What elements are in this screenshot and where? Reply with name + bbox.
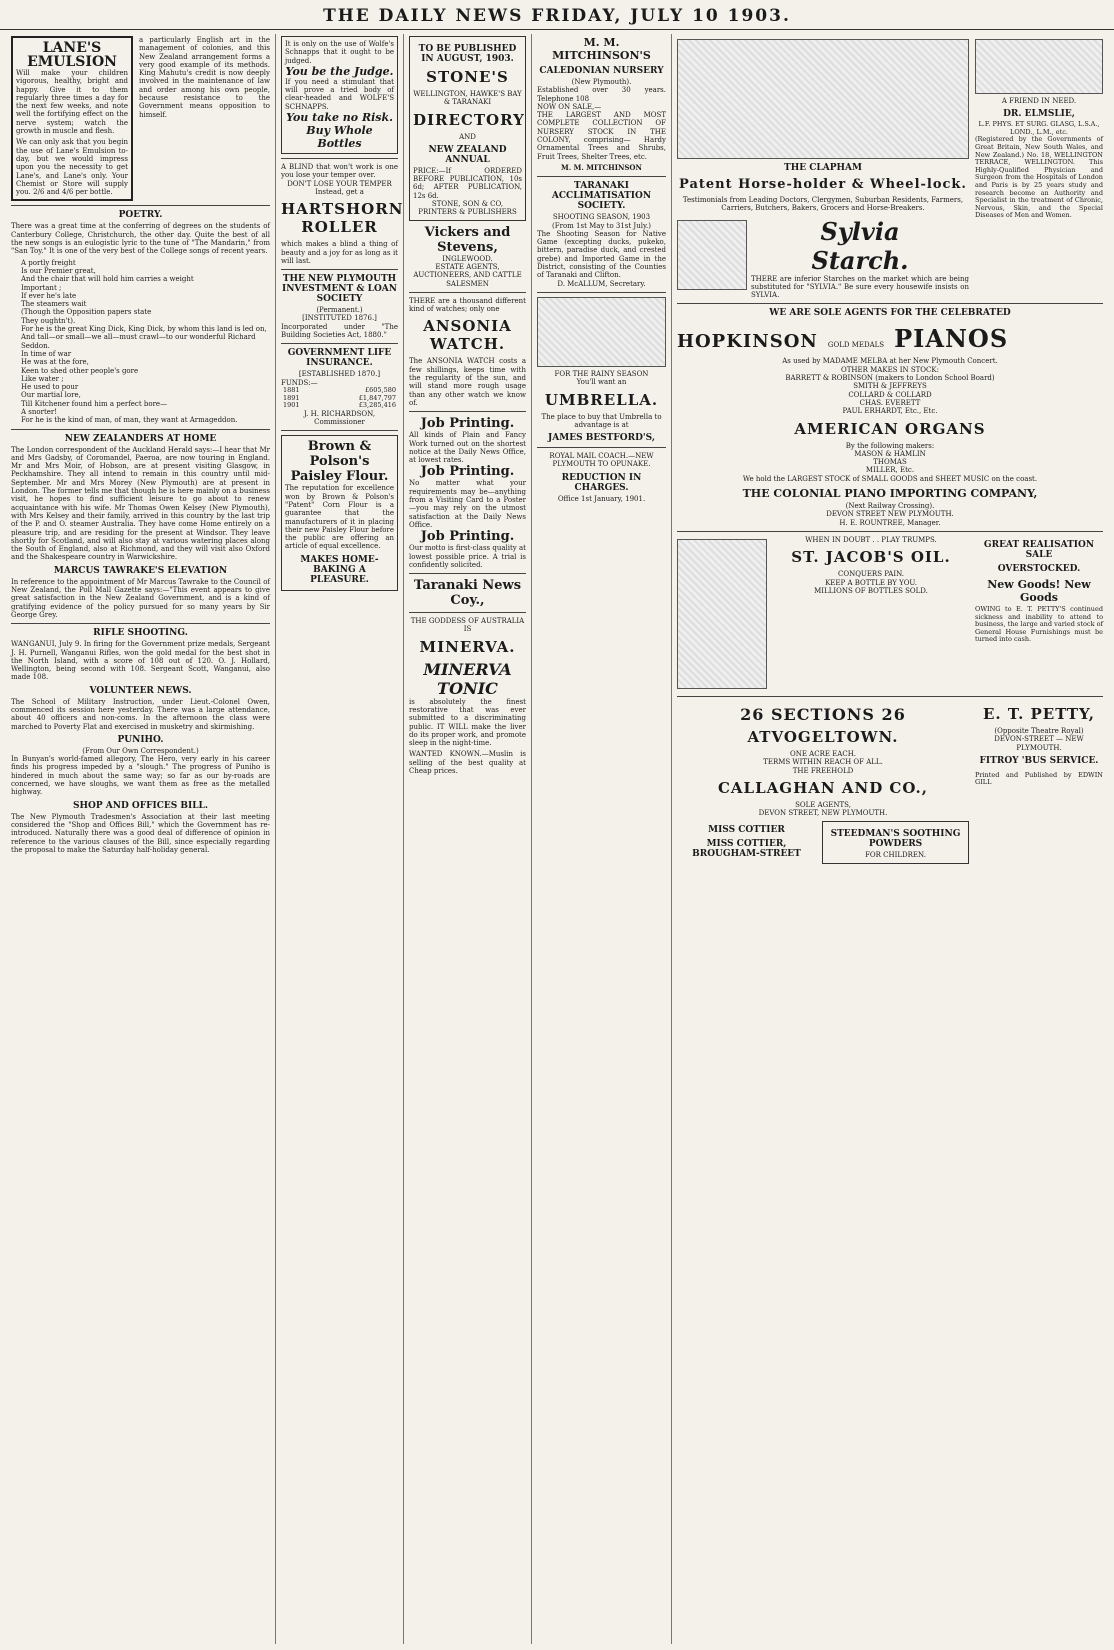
lanes-text: Will make your children vigorous, healthy, bright and happy. Give it to them regularly three times a day for the next few weeks, and note well the fortifying effect on the nerve system; watch the growth in muscle and flesh.	[16, 69, 128, 136]
stones-co: STONE, SON & CO, PRINTERS & PUBLISHERS	[418, 200, 517, 217]
maker-item: COLLARD & COLLARD	[848, 390, 932, 399]
wanted-text: WANTED KNOWN.—Muslin is selling of the best quality at Cheap prices.	[409, 750, 526, 776]
stones-sub: WELLINGTON, HAWKE'S BAY & TARANAKI	[413, 90, 522, 107]
ansonia-text: The ANSONIA WATCH costs a few shillings, keeps time with the regularity of the sun, and will stand more rough usage than any other watch we know of.	[409, 357, 526, 407]
gov-funds-label: FUNDS:—	[281, 378, 318, 387]
stones-dir: DIRECTORY	[413, 110, 525, 129]
stones-and: AND	[459, 132, 476, 141]
poem-line: In time of war	[21, 349, 72, 358]
blind-text: Instead, get a	[315, 187, 364, 196]
vickers-title: Vickers and Stevens,	[424, 224, 511, 255]
shop-text: The New Plymouth Tradesmen's Association at their last meeting considered the "Shop and Offices Bill," which the Government has re-introduced. Naturally there was a good deal of difference of opinion in reference to the various clauses of the Bill, since especially regarding the proposal to make the Saturday half-holiday general.	[11, 812, 270, 854]
printed-text: Printed and Published by EDWIN GILL	[975, 770, 1103, 787]
poem-line: The steamers wait	[21, 300, 87, 309]
sylvia-box-illustration	[677, 220, 747, 290]
accl-sub: SHOOTING SEASON, 1903	[552, 213, 651, 222]
clapham-heading: THE CLAPHAM	[784, 163, 862, 173]
rifle-text: WANGANUI, July 9. In firing for the Government prize medals, Sergeant J. H. Purnell, Wanganui Rifles, won the gold medal for the best shot in the North Island, with a score of 108 out of 120. O. J. Hollard, Wellington, being second with 108. Sergeant Scott, Wanganui, also made 108.	[11, 640, 270, 682]
mitch-text: THE LARGEST AND MOST COMPLETE COLLECTION OF NURSERY STOCK IN THE COLONY, comprising— Hardy Ornamental Trees and Shrubs, Fruit Trees, Shelter Trees, etc.	[537, 111, 666, 161]
wolfe-slogan: You take no Risk.	[286, 111, 393, 125]
poem	[11, 259, 270, 425]
table-cell: £605,580	[364, 385, 396, 394]
doctor-sub: L.F. PHYS. ET SURG. GLASG, L.S.A., LOND., L.M., etc.	[978, 120, 1100, 136]
stones-pub: TO BE PUBLISHED IN AUGUST, 1903.	[418, 44, 517, 64]
mitch-nursery: CALEDONIAN NURSERY	[539, 66, 664, 76]
poem-line: Like water ;	[21, 374, 64, 383]
blind-text: A BLIND that won't work is one you lose your temper over.	[281, 163, 398, 180]
vickers-place: INGLEWOOD.	[442, 254, 493, 263]
gov-funds-table	[281, 387, 398, 410]
mitch-now: NOW ON SALE,—	[537, 102, 602, 111]
umbrella-illustration	[537, 297, 666, 367]
umbrella-title: UMBRELLA.	[544, 390, 659, 409]
minerva-title: MINERVA.	[419, 637, 516, 656]
agents-heading: WE ARE SOLE AGENTS FOR THE CELEBRATED	[769, 308, 1011, 319]
mitch-sign: M. M. MITCHINSON	[561, 162, 642, 172]
wolfe-slogan: You be the Judge.	[285, 64, 394, 78]
volunteer-heading: VOLUNTEER NEWS.	[89, 685, 192, 696]
sections-title: 26 SECTIONS 26	[740, 704, 906, 724]
stones-annual: NEW ZEALAND ANNUAL	[428, 144, 507, 165]
stock-text: We hold the LARGEST STOCK of SMALL GOODS and SHEET MUSIC on the coast.	[742, 474, 1038, 483]
poem-line: For he is the great King Dick, King Dick, by whom this land is led on,	[21, 325, 267, 334]
colonial-addr: DEVON STREET NEW PLYMOUTH.	[826, 510, 954, 519]
minerva-heading: THE GODDESS OF AUSTRALIA IS	[410, 617, 525, 634]
poem-line: If ever he's late	[21, 291, 77, 300]
stones-ad	[409, 36, 526, 221]
accl-dates: (From 1st May to 31st July.)	[552, 221, 651, 230]
ansonia-title: ANSONIA WATCH.	[423, 317, 512, 354]
ansonia-intro: THERE are a thousand different kind of watches; only one	[409, 296, 526, 314]
stones-title: STONE'S	[426, 68, 509, 86]
poem-line: He was at the fore,	[21, 358, 89, 367]
umbrella-want: You'll want an	[576, 378, 627, 387]
poem-line: They oughtn't).	[21, 316, 76, 325]
colonial-title: THE COLONIAL PIANO IMPORTING COMPANY,	[742, 487, 1038, 501]
puniho-text: In Bunyan's world-famed allegory, The Hero, very early in his career finds his progress impeded by a "slough." The progress of Puniho is hindered in much about the same way; so far as our by-roads are concerned, we have sloughs, we want them as free as the metalled highway.	[11, 755, 270, 797]
shop-heading: SHOP AND OFFICES BILL.	[73, 800, 208, 811]
jacobs-illustration	[677, 539, 767, 689]
organ-maker: THOMAS	[873, 458, 907, 467]
jacobs-title: ST. JACOB'S OIL.	[791, 548, 951, 567]
poem-line: Important ;	[21, 283, 62, 292]
stones-price: PRICE:—If ORDERED BEFORE PUBLICATION, 10s 6d; AFTER PUBLICATION, 12s 6d.	[413, 166, 522, 200]
gov-est: [ESTABLISHED 1870.]	[298, 370, 381, 379]
wolfe-slogan: Buy Whole Bottles	[306, 124, 373, 151]
poem-line: Our martial lore,	[21, 391, 81, 400]
keep-text: KEEP A BOTTLE BY YOU.	[825, 578, 917, 587]
colonial-sub: (Next Railway Crossing).	[845, 502, 935, 511]
terms-text: TERMS WITHIN REACH OF ALL.	[763, 758, 883, 767]
brown-foot: MAKES HOME-BAKING A PLEASURE.	[300, 554, 379, 585]
atvogel-title: ATVOGELTOWN.	[747, 727, 899, 746]
mitch-name: M. M. MITCHINSON'S	[552, 36, 651, 62]
poem-line: He used to pour	[21, 383, 79, 392]
nz-text: The London correspondent of the Auckland Herald says:—I hear that Mr and Mrs Gadsby, of Coromandel, Paeroa, are now touring in England. Mr and Mrs Moir, of Hobson, are at present visiting Glasgow, in Peckhamshire. They all intend to remain in this country until mid-September. Mr and Mrs Morey (New Plymouth) are at present in London. The former tells me that though he is here mainly on a business visit, he hopes to find sufficient leisure to go about to renew acquaintance with his wife. Mr Thomas Owen Kelsey (New Plymouth), with Mrs Kelsey and their family, arrived in this country by the last trip of the P. and O. steamer Australia. They have come Home entirely on a pleasure trip, and are residing for the present at Windsor. They leave shortly for Scotland, and will also stay at various watering places along the South of England, also at Richmond, and they will visit also Oxford and the Shakespeare country in Warwickshire.	[11, 445, 270, 562]
mitch-est: Established over 30 years. Telephone 108	[537, 86, 666, 103]
gov-sign: J. H. RICHARDSON, Commissioner	[303, 409, 376, 427]
volunteer-text: The School of Military Instruction, under Lieut.-Colonel Owen, commenced its session here yesterday. There was a large attendance, about 40 officers and non-coms. In the afternoon the class were marched to Poverty Flat and exercised in musketry and skirmishing.	[11, 697, 270, 731]
maker-item: CHAS. EVERETT	[859, 398, 921, 407]
accl-text: The Shooting Season for Native Game (excepting ducks, pukeko, bittern, paradise duck, and crested grebe) and Imported Game in the District, consisting of the Counties of Taranaki and Clifton.	[537, 229, 666, 280]
lanes-emulsion-ad	[11, 36, 133, 201]
poem-line: (Though the Opposition papers state	[21, 308, 152, 317]
col2-intro: a particularly English art in the management of colonies, and this New Zealand arrangement forms a very good example of its methods. King Mahutu's credit is now deeply involved in the maintenance of law and order among his own people, because resistance to the Government means opposition to himself.	[139, 36, 270, 119]
organ-maker: MASON & HAMLIN	[854, 449, 926, 458]
table-row	[281, 402, 398, 410]
gov-heading: GOVERNMENT LIFE INSURANCE.	[287, 348, 392, 369]
conquers-text: CONQUERS PAIN.	[837, 570, 905, 579]
petty-addr: DEVON-STREET — NEW PLYMOUTH.	[994, 735, 1084, 752]
column-1	[6, 34, 276, 1644]
taranaki-title: Taranaki News Coy.,	[413, 578, 522, 609]
job-heading: Job Printing.	[420, 464, 515, 480]
vickers-text: ESTATE AGENTS, AUCTIONEERS, AND CATTLE SALESMEN	[413, 262, 522, 288]
clapham-title: Patent Horse-holder & Wheel-lock.	[679, 177, 967, 192]
invest-heading: THE NEW PLYMOUTH INVESTMENT & LOAN SOCIETY	[282, 274, 397, 305]
hopkinson-title: HOPKINSON	[677, 331, 818, 353]
millions-text: MILLIONS OF BOTTLES SOLD.	[814, 586, 928, 595]
doubt-text: WHEN IN DOUBT . . PLAY TRUMPS.	[805, 535, 937, 544]
steedman-sub: FOR CHILDREN.	[865, 851, 926, 860]
acre-text: ONE ACRE EACH.	[789, 749, 857, 758]
clapham-illustration	[677, 39, 969, 159]
blind-text: DON'T LOSE YOUR TEMPER	[287, 179, 392, 188]
sylvia-text: THERE are inferior Starches on the market which are being substituted for "SYLVIA." Be sure every housewife insists on SYLVIA.	[751, 274, 969, 300]
poem-line: Till Kitchener found him a perfect bore—	[21, 399, 168, 408]
invest-text: Incorporated under "The Building Societies Act, 1880."	[281, 322, 398, 340]
fitroy-title: FITROY 'BUS SERVICE.	[979, 755, 1099, 766]
invest-sub: (Permanent.)	[316, 306, 363, 315]
friend-illustration	[975, 39, 1103, 94]
american-organs: AMERICAN ORGANS	[794, 419, 986, 438]
umbrella-season: FOR THE RAINY SEASON	[554, 369, 649, 378]
clapham-text: Testimonials from Leading Doctors, Clergymen, Suburban Residents, Farmers, Carriers, Butchers, Bakers, Grocers and Horse-Breakers.	[682, 196, 964, 213]
pianos-title: PIANOS	[894, 324, 1009, 354]
mail-heading: ROYAL MAIL COACH.—NEW PLYMOUTH TO OPUNAKE.	[549, 452, 654, 469]
doctor-text: (Registered by the Governments of Great Britain, New South Wales, and New Zealand.) No. 18, WELLINGTON TERRACE, WELLINGTON. This Highly-Qualified Physician and Surgeon from the Hospitals of London and Paris is by 25 years study and research become an Authority and Specialist in the treatment of Chronic, Nervous, Skin, and the Special Diseases of Men and Women.	[975, 135, 1103, 220]
petty-text: OWING to E. T. PETTY'S continued sickness and inability to attend to business, the large and varied stock of General House Furnishings must be turned into cash.	[975, 604, 1103, 644]
new-goods: New Goods! New Goods	[987, 577, 1091, 604]
table-cell: £1,847,797	[358, 393, 396, 402]
table-cell: 1901	[283, 401, 300, 410]
steedman-ad	[822, 821, 969, 863]
mail-sub: REDUCTION IN CHARGES.	[561, 472, 642, 493]
table-cell: 1891	[283, 393, 300, 402]
table-cell: £3,285,416	[358, 401, 396, 410]
poem-line: And tall—or small—we all—must crawl—to our wonderful Richard Seddon.	[21, 333, 256, 350]
maker-item: SMITH & JEFFREYS	[853, 382, 927, 391]
starch-title: Starch.	[811, 245, 909, 275]
gold-text: GOLD MEDALS	[827, 341, 885, 350]
other-heading: OTHER MAKES IN STOCK:	[841, 365, 939, 374]
brown-polson-ad	[281, 435, 398, 590]
poetry-intro: There was a great time at the conferring of degrees on the students of Canterbury College, Christchurch, the other day. Quite the best of all the new songs is an eulogistic lyric to the tune of "The Mandarin," from "San Toy." It is one of the very best of the College songs of recent years.	[11, 222, 270, 256]
poem-line: For he is the kind of man, of man, they want at Armageddon.	[21, 416, 238, 425]
wolfe-text: It is only on the use of Wolfe's Schnapps that it ought to be judged.	[285, 40, 394, 65]
lanes-title: LANE'S EMULSION	[27, 40, 117, 70]
poetry-heading: POETRY.	[118, 210, 163, 221]
mitch-sub: (New Plymouth).	[571, 78, 632, 86]
cottier-addr: MISS COTTIER, BROUGHAM-STREET	[692, 839, 801, 860]
blind-text: which makes a blind a thing of beauty and a joy for as long as it will last.	[281, 240, 398, 265]
friend-text: A FRIEND IN NEED.	[1001, 97, 1077, 105]
rifle-heading: RIFLE SHOOTING.	[93, 628, 188, 639]
maker-item: BARRETT & ROBINSON (makers to London School Board)	[785, 374, 995, 383]
marcus-text: In reference to the appointment of Mr Marcus Tawrake to the Council of New Zealand, the Poll Mall Gazette says:—"This event appears to give great satisfaction in the New Zealand Government, and is a kind of gratifying evidence of the policy pursued for so many years by Sir George Grey.	[11, 577, 270, 619]
hartshorn-title: HARTSHORN ROLLER	[281, 200, 404, 237]
organ-maker: MILLER, Etc.	[865, 466, 915, 475]
colonial-mgr: H. E. ROUNTREE, Manager.	[839, 518, 941, 527]
devon-text: DEVON STREET, NEW PLYMOUTH.	[758, 809, 888, 818]
mail-date: Office 1st January, 1901.	[557, 494, 646, 503]
overstocked: OVERSTOCKED.	[997, 563, 1081, 574]
masthead: THE DAILY NEWS FRIDAY, JULY 10 1903.	[0, 0, 1114, 30]
puniho-heading: PUNIHO.	[117, 734, 164, 745]
sole-text: SOLE AGENTS,	[795, 800, 851, 809]
by-text: By the following makers:	[845, 441, 935, 450]
job-heading: Job Printing.	[420, 416, 515, 432]
poem-line: Is our Premier great,	[21, 266, 96, 275]
doctor-name: DR. ELMSLIE,	[1003, 109, 1075, 120]
brown-title: Brown & Polson's Paisley Flour.	[290, 439, 389, 485]
freehold-text: THE FREEHOLD	[792, 766, 854, 775]
great-sale: GREAT REALISATION SALE	[983, 539, 1095, 560]
poem-line: Keen to shed other people's gore	[21, 366, 139, 375]
minerva-text: is absolutely the finest restorative that was ever submitted to a discriminating public. IT WILL make the liver do its proper work, and promote sleep in the night-time.	[409, 697, 526, 748]
job-text: All kinds of Plain and Fancy Work turned out on the shortest notice at the Daily News Office, at lowest rates.	[409, 431, 526, 465]
job-heading: Job Printing.	[420, 529, 515, 545]
invest-est: [INSTITUTED 1876.]	[302, 314, 377, 323]
wolfe-schnapps-ad	[281, 36, 398, 154]
sylvia-title: Sylvia	[820, 216, 900, 246]
brown-text: The reputation for excellence won by Brown & Polson's "Patent" Corn Flour is a guarantee that the manufacturers of it in placing their new Paisley Flour before the public are offering an article of equal excellence.	[285, 484, 394, 551]
job-text: Our motto is first-class quality at lowest possible price. A trial is confidently solicited.	[409, 544, 526, 569]
melba-text: As used by MADAME MELBA at her New Plymouth Concert.	[782, 357, 998, 366]
umbrella-where: The place to buy that Umbrella to advantage is at	[541, 412, 662, 429]
puniho-sub: (From Our Own Correspondent.)	[82, 746, 199, 755]
petty-sub: (Opposite Theatre Royal)	[994, 726, 1084, 735]
petty-title: E. T. PETTY,	[982, 704, 1096, 723]
accl-sign: D. McALLUM, Secretary.	[557, 279, 646, 288]
column-5	[672, 34, 1108, 1644]
wolfe-text: If you need a stimulant that will prove a tried body of clear-headed and WOLFE'S SCHNAPPS.	[285, 77, 394, 111]
cottier-title: MISS COTTIER	[708, 825, 785, 836]
column-2	[276, 34, 404, 1644]
marcus-heading: MARCUS TAWRAKE'S ELEVATION	[53, 565, 228, 576]
callaghan-title: CALLAGHAN AND CO.,	[717, 778, 928, 797]
column-4	[532, 34, 672, 1644]
steedman-title: STEEDMAN'S SOOTHING POWDERS	[830, 829, 961, 850]
poem-line: A portly freight	[21, 258, 76, 267]
nz-heading: NEW ZEALANDERS AT HOME	[64, 433, 217, 444]
bestford-name: JAMES BESTFORD'S,	[548, 433, 655, 444]
poem-line: A snorter!	[21, 407, 58, 416]
table-cell: 1881	[283, 385, 300, 394]
job-text: No matter what your requirements may be—anything from a Visiting Card to a Poster—you may rely on the utmost satisfaction at the Daily News Office.	[409, 479, 526, 529]
column-3	[404, 34, 532, 1644]
poem-line: And the chair that will hold him carries a weight	[21, 275, 194, 284]
lanes-buy: We can only ask that you begin the use of Lane's Emulsion to-day, but we would impress upon you the necessity to get Lane's, and Lane's only. Your Chemist or Store will supply you. 2/6 and 4/6 per bottle.	[16, 138, 128, 197]
minerva-tonic: MINERVA TONIC	[423, 659, 512, 698]
accl-heading: TARANAKI ACCLIMATISATION SOCIETY.	[551, 181, 652, 212]
maker-item: PAUL ERHARDT, Etc., Etc.	[842, 407, 938, 416]
